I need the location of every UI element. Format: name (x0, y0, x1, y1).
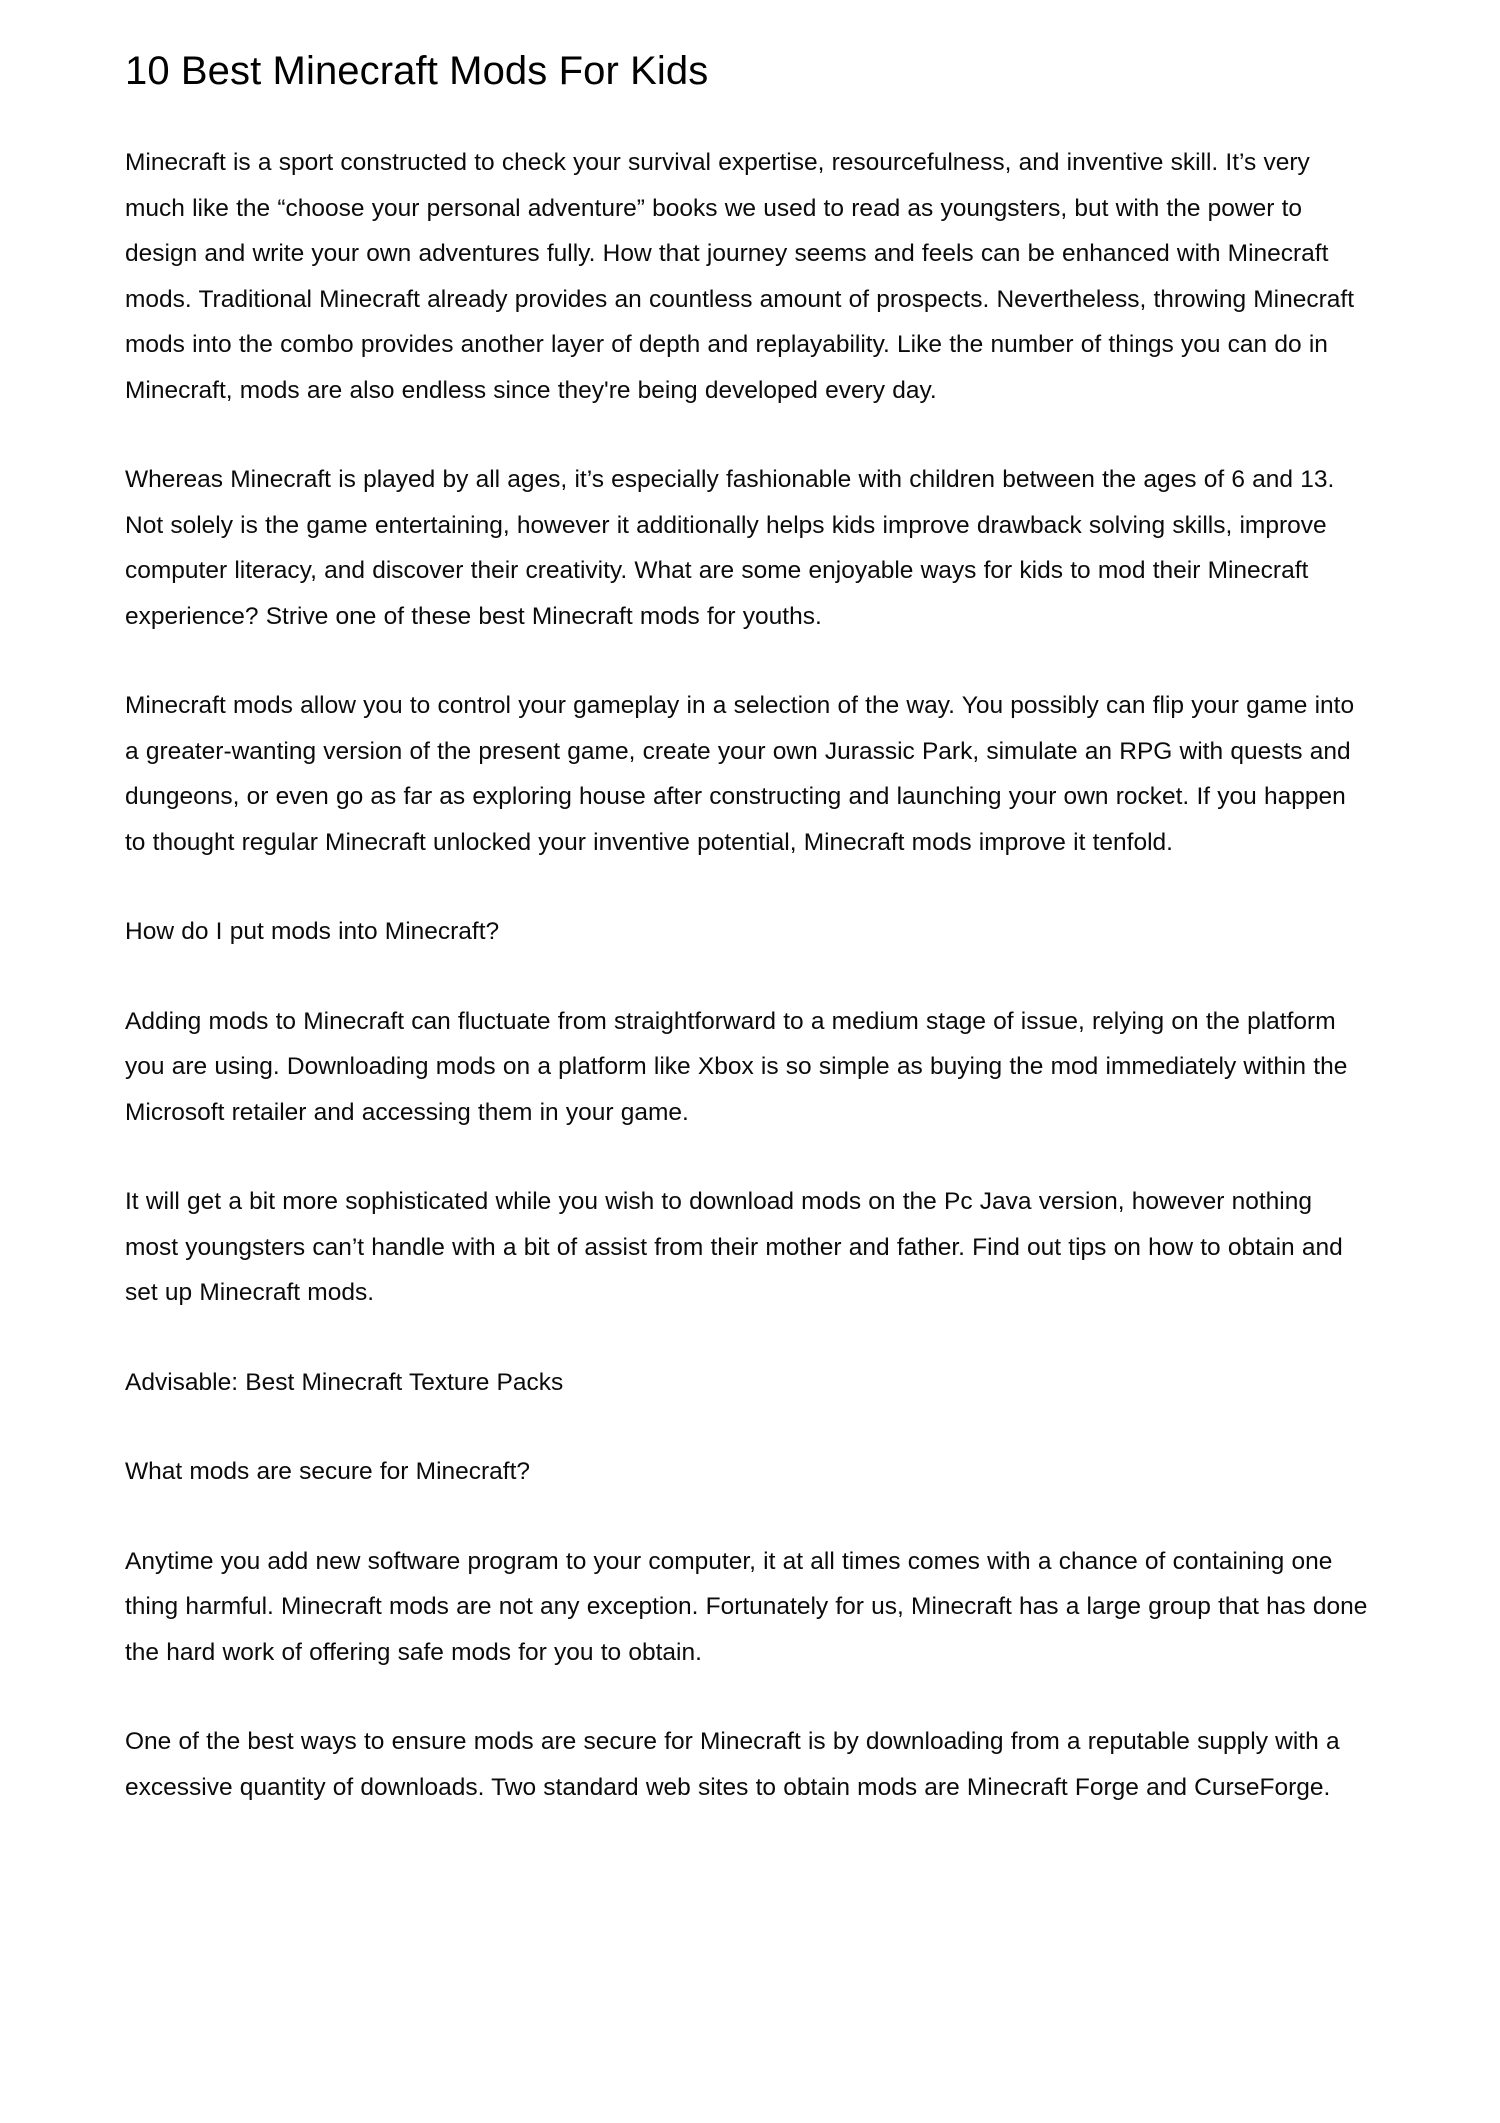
safe-mods-heading: What mods are secure for Minecraft? (125, 1458, 531, 1485)
audience-paragraph: Whereas Minecraft is played by all ages, it’s especially fashionable with children between the ages of 6 and 13. Not solely is the game entertaining, however it additionally helps kids improve drawback solving skills, improve computer literacy, and discover their creativity. What are some enjoyable ways for kids to mod their Minecraft experience? Strive one of these best Minecraft mods for youths. (125, 466, 1335, 630)
how-to-install-heading: How do I put mods into Minecraft? (125, 918, 500, 945)
safety-paragraph: Anytime you add new software program to your computer, it at all times comes with a chance of containing one thing harmful. Minecraft mods are not any exception. Fortunately for us, Minecraft has a large group that has done the hard work of offering safe mods for you to obtain. (125, 1547, 1368, 1666)
download-sources-paragraph: One of the best ways to ensure mods are secure for Minecraft is by downloading from a reputable supply with a excessive quantity of downloads. Two standard web sites to obtain mods are Minecraft Forge and CurseForge. (125, 1728, 1340, 1801)
page-title: 10 Best Minecraft Mods For Kids (125, 49, 709, 93)
java-version-paragraph: It will get a bit more sophisticated while you wish to download mods on the Pc Java version, however nothing most youngsters can’t handle with a bit of assist from their mother and father. Find out tips on how to obtain and set up Minecraft mods. (125, 1188, 1343, 1306)
install-difficulty-paragraph: Adding mods to Minecraft can fluctuate from straightforward to a medium stage of issue, relying on the platform you are using. Downloading mods on a platform like Xbox is so simple as buying the mod immediately within the Microsoft retailer and accessing them in your game. (125, 1007, 1348, 1126)
intro-paragraph: Minecraft is a sport constructed to check your survival expertise, resourcefulness, and inventive skill. It’s very much like the “choose your personal adventure” books we used to read as youngsters, but with the power to design and write your own adventures fully. How that journey seems and feels can be enhanced with Minecraft mods. Traditional Minecraft already provides an countless amount of prospects. Nevertheless, throwing Minecraft mods into the combo provides another layer of depth and replayability. Like the number of things you can do in Minecraft, mods are also endless since they're being developed every day. (125, 149, 1355, 404)
document-body (125, 140, 1370, 1810)
gameplay-control-paragraph: Minecraft mods allow you to control your gameplay in a selection of the way. You possibly can flip your game into a greater-wanting version of the present game, create your own Jurassic Park, simulate an RPG with quests and dungeons, or even go as far as exploring house after constructing and launching your own rocket. If you happen to thought regular Minecraft unlocked your inventive potential, Minecraft mods improve it tenfold. (125, 692, 1355, 856)
recommended-link[interactable]: Advisable: Best Minecraft Texture Packs (125, 1368, 564, 1396)
